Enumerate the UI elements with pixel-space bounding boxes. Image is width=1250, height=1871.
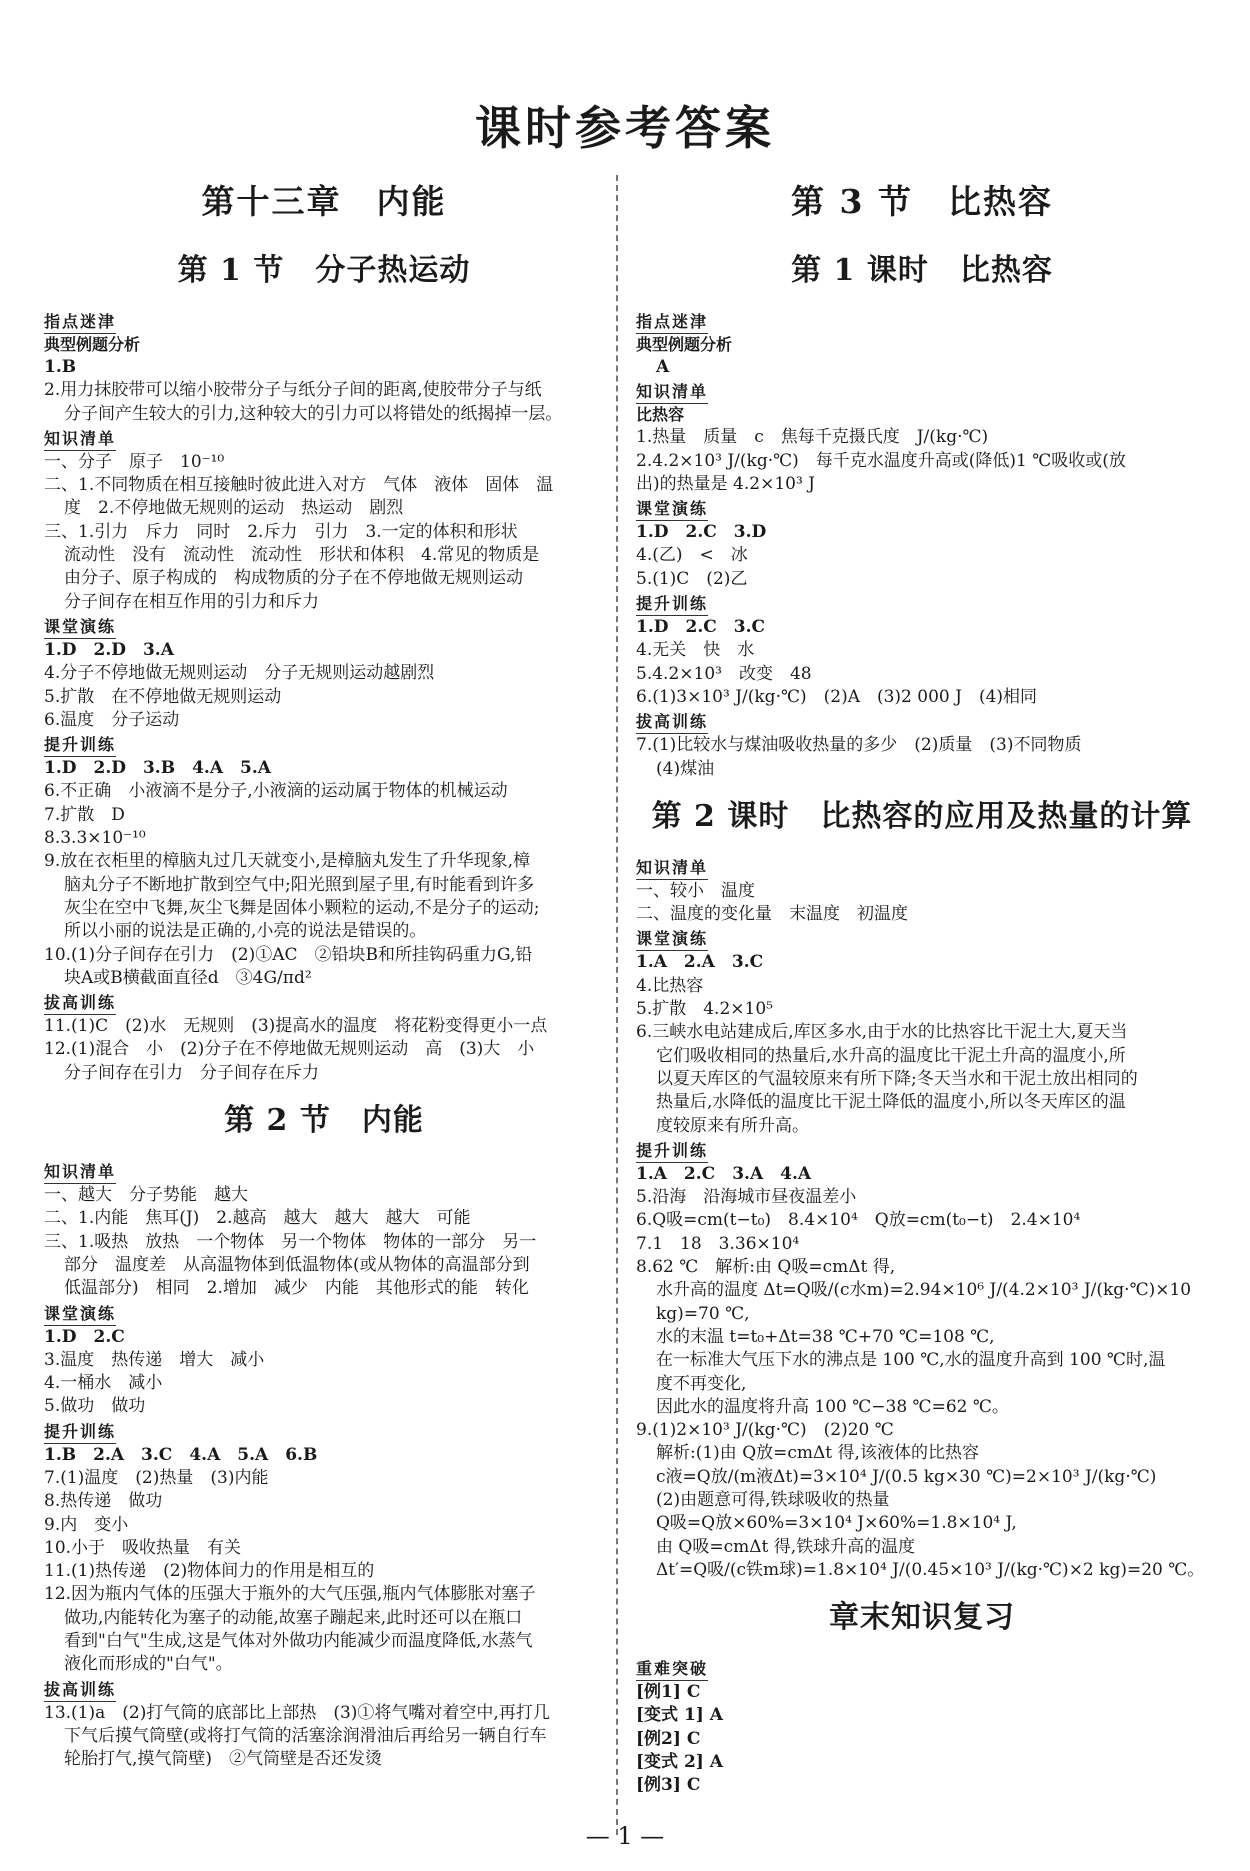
block-heading: 课堂演练: [636, 498, 708, 521]
answer-line: 脑丸分子不断地扩散到空气中;阳光照到屋子里,有时能看到许多: [64, 874, 535, 895]
answer-line: 11.(1)C (2)水 无规则 (3)提高水的温度 将花粉变得更小一点: [44, 1016, 548, 1037]
answer-line: 5.4.2×10³ 改变 48: [636, 663, 812, 684]
block-heading-row: [44, 990, 604, 1015]
block-heading: 拔高训练: [44, 992, 116, 1015]
answer-line: Q吸=Q放×60%=3×10⁴ J×60%=1.8×10⁴ J,: [656, 1513, 1017, 1534]
answer-line: (2)由题意可得,铁球吸收的热量: [656, 1489, 890, 1510]
answer-line: 一、分子 原子 10⁻¹⁰: [44, 451, 225, 472]
answer-line: 1.热量 质量 c 焦每千克摄氏度 J/(kg·℃): [636, 427, 989, 448]
answer-line: 它们吸收相同的热量后,水升高的温度比干泥土升高的温度小,所: [656, 1045, 1126, 1066]
answer-line: 7.(1)温度 (2)热量 (3)内能: [44, 1467, 269, 1488]
block-heading-row: [44, 309, 604, 334]
block-heading-row: [636, 855, 1208, 880]
answer-line: 11.(1)热传递 (2)物体间力的作用是相互的: [44, 1561, 375, 1582]
answer-line: 低温部分) 相同 2.增加 减少 内能 其他形式的能 转化: [64, 1278, 529, 1299]
block-heading-row: [636, 926, 1208, 951]
section-heading: 章末知识复习: [829, 1600, 1015, 1636]
section-heading: 第 2 课时 比热容的应用及热量的计算: [651, 798, 1193, 834]
block-heading: 知识清单: [44, 1161, 116, 1184]
answer-line: 6.Q吸=cm(t−t₀) 8.4×10⁴ Q放=cm(t₀−t) 2.4×10⁴: [636, 1210, 1081, 1231]
answer-line: 10.小于 吸收热量 有关: [44, 1537, 242, 1558]
answer-line: 度 2.不停地做无规则的运动 热运动 剧烈: [64, 498, 404, 519]
answer-line: 分子间存在引力 分子间存在斥力: [64, 1062, 319, 1083]
answer-line: 4.比热容: [636, 975, 704, 996]
block-heading-row: [44, 1677, 604, 1702]
block-heading: 知识清单: [636, 381, 708, 404]
right-column: [636, 170, 1208, 1798]
answer-line: 分子间存在相互作用的引力和斥力: [64, 591, 319, 612]
answer-line: 9.(1)2×10³ J/(kg·℃) (2)20 ℃: [636, 1420, 894, 1441]
answer-line: 12.(1)混合 小 (2)分子在不停地做无规则运动 高 (3)大 小: [44, 1039, 535, 1060]
section-title: 第 3 节 比热容: [791, 182, 1053, 221]
block-heading-row: [44, 732, 604, 757]
answer-line: 5.做功 做功: [44, 1396, 146, 1417]
answer-line: 6.不正确 小液滴不是分子,小液滴的运动属于物体的机械运动: [44, 781, 508, 802]
answer-line: 12.因为瓶内气体的压强大于瓶外的大气压强,瓶内气体膨胀对塞子: [44, 1584, 536, 1605]
section-heading: 第 1 节 分子热运动: [177, 253, 471, 288]
block-heading-row: [636, 1138, 1208, 1163]
answer-line: 6.三峡水电站建成后,库区多水,由于水的比热容比干泥土大,夏天当: [636, 1022, 1128, 1043]
answer-line: 8.热传递 做功: [44, 1491, 163, 1512]
answer-line: 三、1.吸热 放热 一个物体 另一个物体 物体的一部分 另一: [44, 1231, 537, 1252]
answer-line: 5.扩散 4.2×10⁵: [636, 999, 773, 1020]
block-heading: 拔高训练: [636, 711, 708, 734]
page-title: 课时参考答案: [475, 101, 775, 155]
answer-line: 4.一桶水 减小: [44, 1373, 163, 1394]
answer-line: 5.沿海 沿海城市昼夜温差小: [636, 1187, 857, 1208]
block-heading-row: [44, 1419, 604, 1444]
block-heading-row: [636, 591, 1208, 616]
answer-line: 二、1.内能 焦耳(J) 2.越高 越大 越大 越大 可能: [44, 1208, 471, 1229]
answer-line: 水升高的温度 Δt=Q吸/(c水m)=2.94×10⁶ J/(4.2×10³ J/(kg·℃)×10 kg)=70 ℃,: [656, 1280, 1197, 1324]
left-column: [44, 170, 604, 1772]
answer-line: 2.用力抹胶带可以缩小胶带分子与纸分子间的距离,使胶带分子与纸: [44, 380, 542, 401]
answer-line: [例2] C: [636, 1728, 701, 1749]
answer-line: 9.内 变小: [44, 1514, 129, 1535]
block-heading: 课堂演练: [636, 928, 708, 951]
answer-line: 二、温度的变化量 末温度 初温度: [636, 904, 908, 925]
answer-line: [例1] C: [636, 1682, 701, 1703]
answer-line: 水的末温 t=t₀+Δt=38 ℃+70 ℃=108 ℃,: [656, 1326, 995, 1347]
column-divider: [616, 175, 618, 1835]
answer-line: 9.放在衣柜里的樟脑丸过几天就变小,是樟脑丸发生了升华现象,樟: [44, 851, 531, 872]
answer-line: 灰尘在空中飞舞,灰尘飞舞是固体小颗粒的运动,不是分子的运动;: [64, 897, 540, 918]
block-heading-row: [636, 496, 1208, 521]
block-heading: 课堂演练: [44, 1303, 116, 1326]
block-heading-row: [44, 1301, 604, 1326]
answer-line: 13.(1)a (2)打气筒的底部比上部热 (3)①将气嘴对着空中,再打几: [44, 1702, 550, 1723]
block-heading: 知识清单: [44, 428, 116, 451]
answer-line: 部分 温度差 从高温物体到低温物体(或从物体的高温部分到: [64, 1254, 530, 1275]
left-sections: [44, 245, 604, 1772]
answer-line: 7.1 18 3.36×10⁴: [636, 1233, 800, 1254]
answer-line: 5.(1)C (2)乙: [636, 568, 748, 589]
sub-heading: 典型例题分析: [636, 335, 733, 354]
answer-line: 出)的热量是 4.2×10³ J: [636, 473, 815, 494]
answer-line: 8.62 ℃ 解析:由 Q吸=cmΔt 得,: [636, 1257, 896, 1278]
page-number: — 1 —: [585, 1822, 665, 1850]
block-heading-row: [44, 614, 604, 639]
answer-line: 3.温度 热传递 增大 减小: [44, 1349, 265, 1370]
answer-line: 轮胎打气,摸气筒壁) ②气筒壁是否还发烫: [64, 1749, 383, 1770]
answer-line: 看到"白气"生成,这是气体对外做功内能减少而温度降低,水蒸气: [64, 1631, 533, 1652]
answer-line: 1.A 2.C 3.A 4.A: [636, 1163, 812, 1184]
answer-line: 以夏天库区的气温较原来有所下降;冬天当水和干泥土放出相同的: [656, 1068, 1138, 1089]
answer-line: 4.无关 快 水: [636, 640, 755, 661]
answer-line: 1.D 2.D 3.A: [44, 639, 174, 660]
answer-line: 1.B: [44, 357, 77, 377]
answer-line: 6.温度 分子运动: [44, 709, 180, 730]
block-heading-row: [636, 709, 1208, 734]
answer-line: 所以小丽的说法是正确的,小亮的说法是错误的。: [64, 921, 427, 942]
block-heading: 知识清单: [636, 857, 708, 880]
answer-line: 7.扩散 D: [44, 804, 125, 825]
answer-line: 1.A 2.A 3.C: [636, 952, 764, 973]
answer-line: 下气后摸气筒壁(或将打气筒的活塞涂润滑油后再给另一辆自行车: [64, 1725, 547, 1746]
answer-line: 5.扩散 在不停地做无规则运动: [44, 686, 282, 707]
sub-heading: 比热容: [636, 405, 685, 425]
answer-line: Δt′=Q吸/(c铁m球)=1.8×10⁴ J/(0.45×10³ J/(kg·℃)×2 kg)=20 ℃。: [656, 1559, 1205, 1580]
block-heading-row: [636, 1656, 1208, 1681]
answer-line: 由 Q吸=cmΔt 得,铁球升高的温度: [656, 1536, 916, 1557]
answer-line: 因此水的温度将升高 100 ℃−38 ℃=62 ℃。: [656, 1396, 1009, 1417]
sub-heading: 典型例题分析: [44, 335, 141, 354]
answer-line: 流动性 没有 流动性 流动性 形状和体积 4.常见的物质是: [64, 545, 540, 566]
answer-line: 2.4.2×10³ J/(kg·℃) 每千克水温度升高或(降低)1 ℃吸收或(放: [636, 450, 1126, 471]
block-heading-row: [636, 309, 1208, 334]
answer-line: 4.分子不停地做无规则运动 分子无规则运动越剧烈: [44, 663, 435, 684]
block-heading: 拔高训练: [44, 1679, 116, 1702]
chapter-title: 第十三章 内能: [201, 182, 447, 221]
answer-line: [例3] C: [636, 1775, 701, 1796]
answer-line: 由分子、原子构成的 构成物质的分子在不停地做无规则运动: [64, 568, 523, 589]
answer-line: 块A或B横截面直径d ③4G/πd²: [64, 967, 312, 988]
right-sections: [636, 245, 1208, 1798]
answer-line: 1.D 2.D 3.B 4.A 5.A: [44, 758, 271, 779]
answer-line: 一、越大 分子势能 越大: [44, 1185, 248, 1206]
answer-line: 解析:(1)由 Q放=cmΔt 得,该液体的比热容: [656, 1443, 979, 1464]
answer-line: 分子间产生较大的引力,这种较大的引力可以将错处的纸揭掉一层。: [64, 403, 563, 424]
answer-line: 热量后,水降低的温度比干泥土降低的温度小,所以冬天库区的温: [656, 1092, 1126, 1113]
answer-line: 1.D 2.C: [44, 1326, 125, 1347]
answer-line: 10.(1)分子间存在引力 (2)①AC ②铅块B和所挂钩码重力G,铅: [44, 944, 533, 965]
answer-line: 1.D 2.C 3.C: [636, 617, 766, 638]
answer-line: 1.B 2.A 3.C 4.A 5.A 6.B: [44, 1444, 318, 1465]
answer-line: [变式 2] A: [636, 1752, 723, 1773]
answer-line: 一、较小 温度: [636, 880, 755, 901]
answer-line: 做功,内能转化为塞子的动能,故塞子蹦起来,此时还可以在瓶口: [64, 1607, 523, 1628]
answer-line: A: [656, 357, 670, 377]
block-heading: 提升训练: [44, 734, 116, 757]
answer-line: 4.(乙) < 冰: [636, 545, 748, 566]
answer-line: 6.(1)3×10³ J/(kg·℃) (2)A (3)2 000 J (4)相同: [636, 686, 1038, 707]
block-heading: 课堂演练: [44, 616, 116, 639]
block-heading: 指点迷津: [636, 311, 708, 334]
answer-line: 液化而形成的"白气"。: [64, 1654, 233, 1675]
answer-line: (4)煤油: [656, 758, 715, 779]
answer-line: 7.(1)比较水与煤油吸收热量的多少 (2)质量 (3)不同物质: [636, 735, 1082, 756]
answer-line: 度较原来有所升高。: [656, 1115, 809, 1136]
block-heading-row: [44, 1159, 604, 1184]
answer-line: 8.3.3×10⁻¹⁰: [44, 828, 146, 849]
block-heading: 提升训练: [636, 593, 708, 616]
answer-line: 三、1.引力 斥力 同时 2.斥力 引力 3.一定的体积和形状: [44, 521, 518, 542]
answer-line: 度不再变化,: [656, 1373, 747, 1394]
section-heading: 第 1 课时 比热容: [791, 253, 1053, 288]
answer-line: 二、1.不同物质在相互接触时彼此进入对方 气体 液体 固体 温: [44, 475, 554, 496]
answer-line: 在一标准大气压下水的沸点是 100 ℃,水的温度升高到 100 ℃时,温: [656, 1350, 1166, 1371]
answer-line: 1.D 2.C 3.D: [636, 522, 767, 543]
block-heading-row: [636, 379, 1208, 404]
block-heading: 指点迷津: [44, 311, 116, 334]
block-heading: 重难突破: [636, 1658, 708, 1681]
section-heading: 第 2 节 内能: [224, 1103, 424, 1139]
answer-line: [变式 1] A: [636, 1705, 723, 1726]
block-heading: 提升训练: [44, 1421, 116, 1444]
block-heading: 提升训练: [636, 1140, 708, 1163]
block-heading-row: [44, 426, 604, 451]
answer-line: c液=Q放/(m液Δt)=3×10⁴ J/(0.5 kg×30 ℃)=2×10³ J/(kg·℃): [656, 1466, 1157, 1487]
